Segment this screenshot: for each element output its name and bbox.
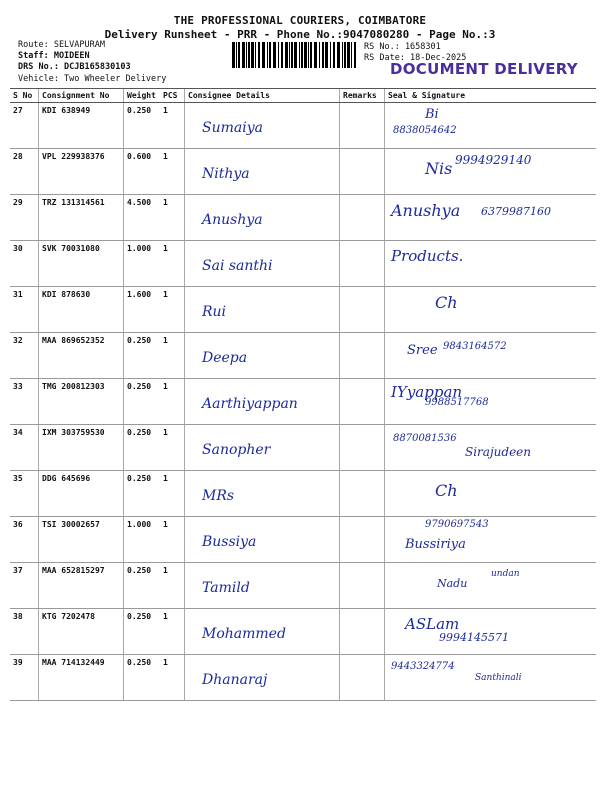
table-row <box>10 609 596 655</box>
cell-weight: 0.250 <box>124 655 161 701</box>
barcode-bar <box>251 42 254 68</box>
cell-pcs: 1 <box>160 241 185 287</box>
cell-seal <box>385 655 597 701</box>
table-row <box>10 195 596 241</box>
cell-weight: 0.250 <box>124 333 161 379</box>
rs-date-text: RS Date: 18-Dec-2025 <box>364 53 467 63</box>
signature-handwritten: Sirajudeen <box>465 445 532 459</box>
vehicle-text: Vehicle: Two Wheeler Delivery <box>18 74 167 84</box>
cell-consignment: VPL 229938376 <box>39 149 124 195</box>
cell-remarks <box>340 425 385 471</box>
staff-text: Staff: MOIDEEN <box>18 51 90 61</box>
barcode-bar <box>258 42 260 68</box>
signature-handwritten: 9443324774 <box>391 661 455 672</box>
barcode-bar <box>344 42 346 68</box>
signature-handwritten: Products. <box>391 247 464 265</box>
table-row <box>10 425 596 471</box>
cell-consignee <box>185 425 340 471</box>
cell-pcs: 1 <box>160 563 185 609</box>
cell-remarks <box>340 333 385 379</box>
cell-consignment: MAA 652815297 <box>39 563 124 609</box>
cell-remarks <box>340 241 385 287</box>
barcode-bar <box>289 42 290 68</box>
cell-sno: 32 <box>10 333 39 379</box>
consignee-name-handwritten: Mohammed <box>202 626 286 642</box>
cell-seal <box>385 379 597 425</box>
cell-pcs: 1 <box>160 195 185 241</box>
runsheet-subtitle: Delivery Runsheet - PRR - Phone No.:9047080280 - Page No.:3 <box>104 28 496 41</box>
barcode-bar <box>347 42 350 68</box>
table-row <box>10 149 596 195</box>
cell-seal <box>385 517 597 563</box>
signature-handwritten: undan <box>491 569 520 579</box>
barcode-bar <box>281 42 283 68</box>
consignee-name-handwritten: Deepa <box>202 350 248 366</box>
consignee-name-handwritten: Anushya <box>202 212 263 228</box>
barcode-bar <box>269 42 271 68</box>
col-pcs: PCS <box>160 89 185 103</box>
consignee-name-handwritten: Sumaiya <box>202 120 263 136</box>
barcode-bar <box>354 42 356 68</box>
cell-seal <box>385 103 597 149</box>
cell-sno: 37 <box>10 563 39 609</box>
cell-consignee <box>185 379 340 425</box>
col-seal: Seal & Signature <box>385 89 597 103</box>
signature-handwritten: Ch <box>435 481 458 500</box>
barcode-bar <box>333 42 335 68</box>
cell-consignment: KDI 878630 <box>39 287 124 333</box>
meta-left <box>18 40 131 73</box>
cell-consignment: SVK 70031080 <box>39 241 124 287</box>
table-row <box>10 241 596 287</box>
signature-handwritten: 9843164572 <box>443 341 507 352</box>
barcode-bar <box>299 42 300 68</box>
table-row <box>10 471 596 517</box>
consignee-name-handwritten: Nithya <box>202 166 250 182</box>
table-row <box>10 333 596 379</box>
barcode-bar <box>351 42 352 68</box>
barcode-bar <box>273 42 276 68</box>
cell-consignment: DDG 645696 <box>39 471 124 517</box>
signature-handwritten: Santhinali <box>475 673 522 683</box>
barcode-bar <box>262 42 265 68</box>
company-title: THE PROFESSIONAL COURIERS, COIMBATORE <box>173 14 427 27</box>
cell-consignee <box>185 563 340 609</box>
consignee-name-handwritten: MRs <box>202 488 235 504</box>
cell-sno: 35 <box>10 471 39 517</box>
cell-seal <box>385 609 597 655</box>
col-weight: Weight <box>124 89 161 103</box>
signature-handwritten: Anushya <box>391 201 461 220</box>
table-header-row <box>10 89 596 103</box>
cell-consignee <box>185 241 340 287</box>
cell-seal <box>385 471 597 517</box>
cell-sno: 38 <box>10 609 39 655</box>
cell-remarks <box>340 195 385 241</box>
barcode-bar <box>285 42 288 68</box>
cell-sno: 39 <box>10 655 39 701</box>
rs-no-text: RS No.: 1658301 <box>364 42 441 52</box>
signature-handwritten: 8870081536 <box>393 433 457 444</box>
cell-sno: 28 <box>10 149 39 195</box>
barcode-bar <box>301 42 303 68</box>
barcode-bar <box>267 42 268 68</box>
cell-remarks <box>340 103 385 149</box>
signature-handwritten: Sree <box>407 343 438 358</box>
signature-handwritten: 9790697543 <box>425 519 489 530</box>
cell-consignment: KTG 7202478 <box>39 609 124 655</box>
table-row <box>10 287 596 333</box>
cell-seal <box>385 241 597 287</box>
barcode-bar <box>294 42 297 68</box>
cell-consignment: TRZ 131314561 <box>39 195 124 241</box>
cell-remarks <box>340 609 385 655</box>
cell-seal <box>385 333 597 379</box>
signature-handwritten: 9994929140 <box>455 153 532 167</box>
signature-handwritten: Ch <box>435 293 458 312</box>
cell-remarks <box>340 149 385 195</box>
cell-pcs: 1 <box>160 425 185 471</box>
cell-remarks <box>340 471 385 517</box>
cell-consignee <box>185 195 340 241</box>
cell-consignee <box>185 103 340 149</box>
barcode-image <box>232 42 356 68</box>
cell-consignee <box>185 333 340 379</box>
cell-sno: 34 <box>10 425 39 471</box>
barcode-bar <box>242 42 245 68</box>
cell-consignee <box>185 609 340 655</box>
cell-pcs: 1 <box>160 517 185 563</box>
cell-sno: 36 <box>10 517 39 563</box>
cell-pcs: 1 <box>160 287 185 333</box>
cell-weight: 1.000 <box>124 241 161 287</box>
barcode-bar <box>330 42 331 68</box>
barcode-bar <box>319 42 320 68</box>
barcode-bar <box>325 42 328 68</box>
cell-remarks <box>340 563 385 609</box>
table-row <box>10 517 596 563</box>
barcode-bar <box>337 42 340 68</box>
consignee-name-handwritten: Aarthiyappan <box>202 396 298 412</box>
cell-remarks <box>340 379 385 425</box>
cell-seal <box>385 563 597 609</box>
barcode-bar <box>322 42 324 68</box>
cell-pcs: 1 <box>160 471 185 517</box>
barcode-bar <box>248 42 250 68</box>
barcode-bar <box>304 42 307 68</box>
cell-consignee <box>185 149 340 195</box>
col-sno: S No <box>10 89 39 103</box>
route-text: Route: SELVAPURAM <box>18 40 105 50</box>
cell-weight: 1.600 <box>124 287 161 333</box>
cell-pcs: 1 <box>160 149 185 195</box>
consignee-name-handwritten: Tamild <box>202 580 250 596</box>
signature-handwritten: 9994145571 <box>439 631 509 644</box>
signature-handwritten: Nis <box>425 159 453 178</box>
table-row <box>10 563 596 609</box>
cell-consignee <box>185 287 340 333</box>
cell-remarks <box>340 287 385 333</box>
consignee-name-handwritten: Rui <box>202 304 227 320</box>
signature-handwritten: 6379987160 <box>481 205 551 218</box>
cell-remarks <box>340 517 385 563</box>
cell-pcs: 1 <box>160 609 185 655</box>
barcode-bar <box>314 42 317 68</box>
signature-handwritten: 9988517768 <box>425 397 489 408</box>
cell-pcs: 1 <box>160 379 185 425</box>
cell-sno: 29 <box>10 195 39 241</box>
signature-handwritten: Nadu <box>437 577 468 590</box>
barcode-bar <box>342 42 343 68</box>
barcode-bar <box>236 42 237 68</box>
cell-pcs: 1 <box>160 655 185 701</box>
signature-handwritten: ASLam <box>405 615 460 633</box>
cell-seal <box>385 287 597 333</box>
col-remarks: Remarks <box>340 89 385 103</box>
barcode-bar <box>232 42 235 68</box>
signature-handwritten: Bussiriya <box>405 537 466 552</box>
runsheet-table <box>10 88 596 701</box>
barcode-bar <box>308 42 309 68</box>
cell-sno: 27 <box>10 103 39 149</box>
col-consignee: Consignee Details <box>185 89 340 103</box>
cell-seal <box>385 195 597 241</box>
cell-weight: 0.250 <box>124 563 161 609</box>
cell-weight: 0.250 <box>124 471 161 517</box>
cell-weight: 0.600 <box>124 149 161 195</box>
cell-pcs: 1 <box>160 103 185 149</box>
cell-consignment: IXM 303759530 <box>39 425 124 471</box>
cell-consignment: TMG 200812303 <box>39 379 124 425</box>
barcode-bar <box>310 42 312 68</box>
signature-handwritten: 8838054642 <box>393 125 457 136</box>
barcode-bar <box>246 42 247 68</box>
table-row <box>10 655 596 701</box>
cell-weight: 0.250 <box>124 103 161 149</box>
consignee-name-handwritten: Sai santhi <box>202 258 273 274</box>
cell-sno: 33 <box>10 379 39 425</box>
consignee-name-handwritten: Bussiya <box>202 534 257 550</box>
cell-consignee <box>185 517 340 563</box>
consignee-name-handwritten: Dhanaraj <box>202 672 268 688</box>
cell-weight: 4.500 <box>124 195 161 241</box>
cell-weight: 0.250 <box>124 379 161 425</box>
cell-weight: 0.250 <box>124 609 161 655</box>
cell-consignee <box>185 655 340 701</box>
drs-text: DRS No.: DCJB165830103 <box>18 62 131 72</box>
barcode-bar <box>278 42 279 68</box>
cell-consignment: MAA 869652352 <box>39 333 124 379</box>
signature-handwritten: IYyappan <box>391 383 463 401</box>
cell-pcs: 1 <box>160 333 185 379</box>
barcode-bar <box>255 42 256 68</box>
cell-sno: 31 <box>10 287 39 333</box>
cell-consignee <box>185 471 340 517</box>
table-row <box>10 379 596 425</box>
cell-seal <box>385 425 597 471</box>
consignee-name-handwritten: Sanopher <box>202 442 271 458</box>
cell-consignment: MAA 714132449 <box>39 655 124 701</box>
cell-weight: 0.250 <box>124 425 161 471</box>
document-delivery-stamp: DOCUMENT DELIVERY <box>390 60 578 78</box>
cell-remarks <box>340 655 385 701</box>
cell-consignment: KDI 638949 <box>39 103 124 149</box>
cell-weight: 1.000 <box>124 517 161 563</box>
cell-consignment: TSI 30002657 <box>39 517 124 563</box>
barcode-bar <box>291 42 293 68</box>
signature-handwritten: Bi <box>425 107 439 122</box>
cell-sno: 30 <box>10 241 39 287</box>
table-row <box>10 103 596 149</box>
col-consignment: Consignment No <box>39 89 124 103</box>
barcode-bar <box>238 42 240 68</box>
cell-seal <box>385 149 597 195</box>
